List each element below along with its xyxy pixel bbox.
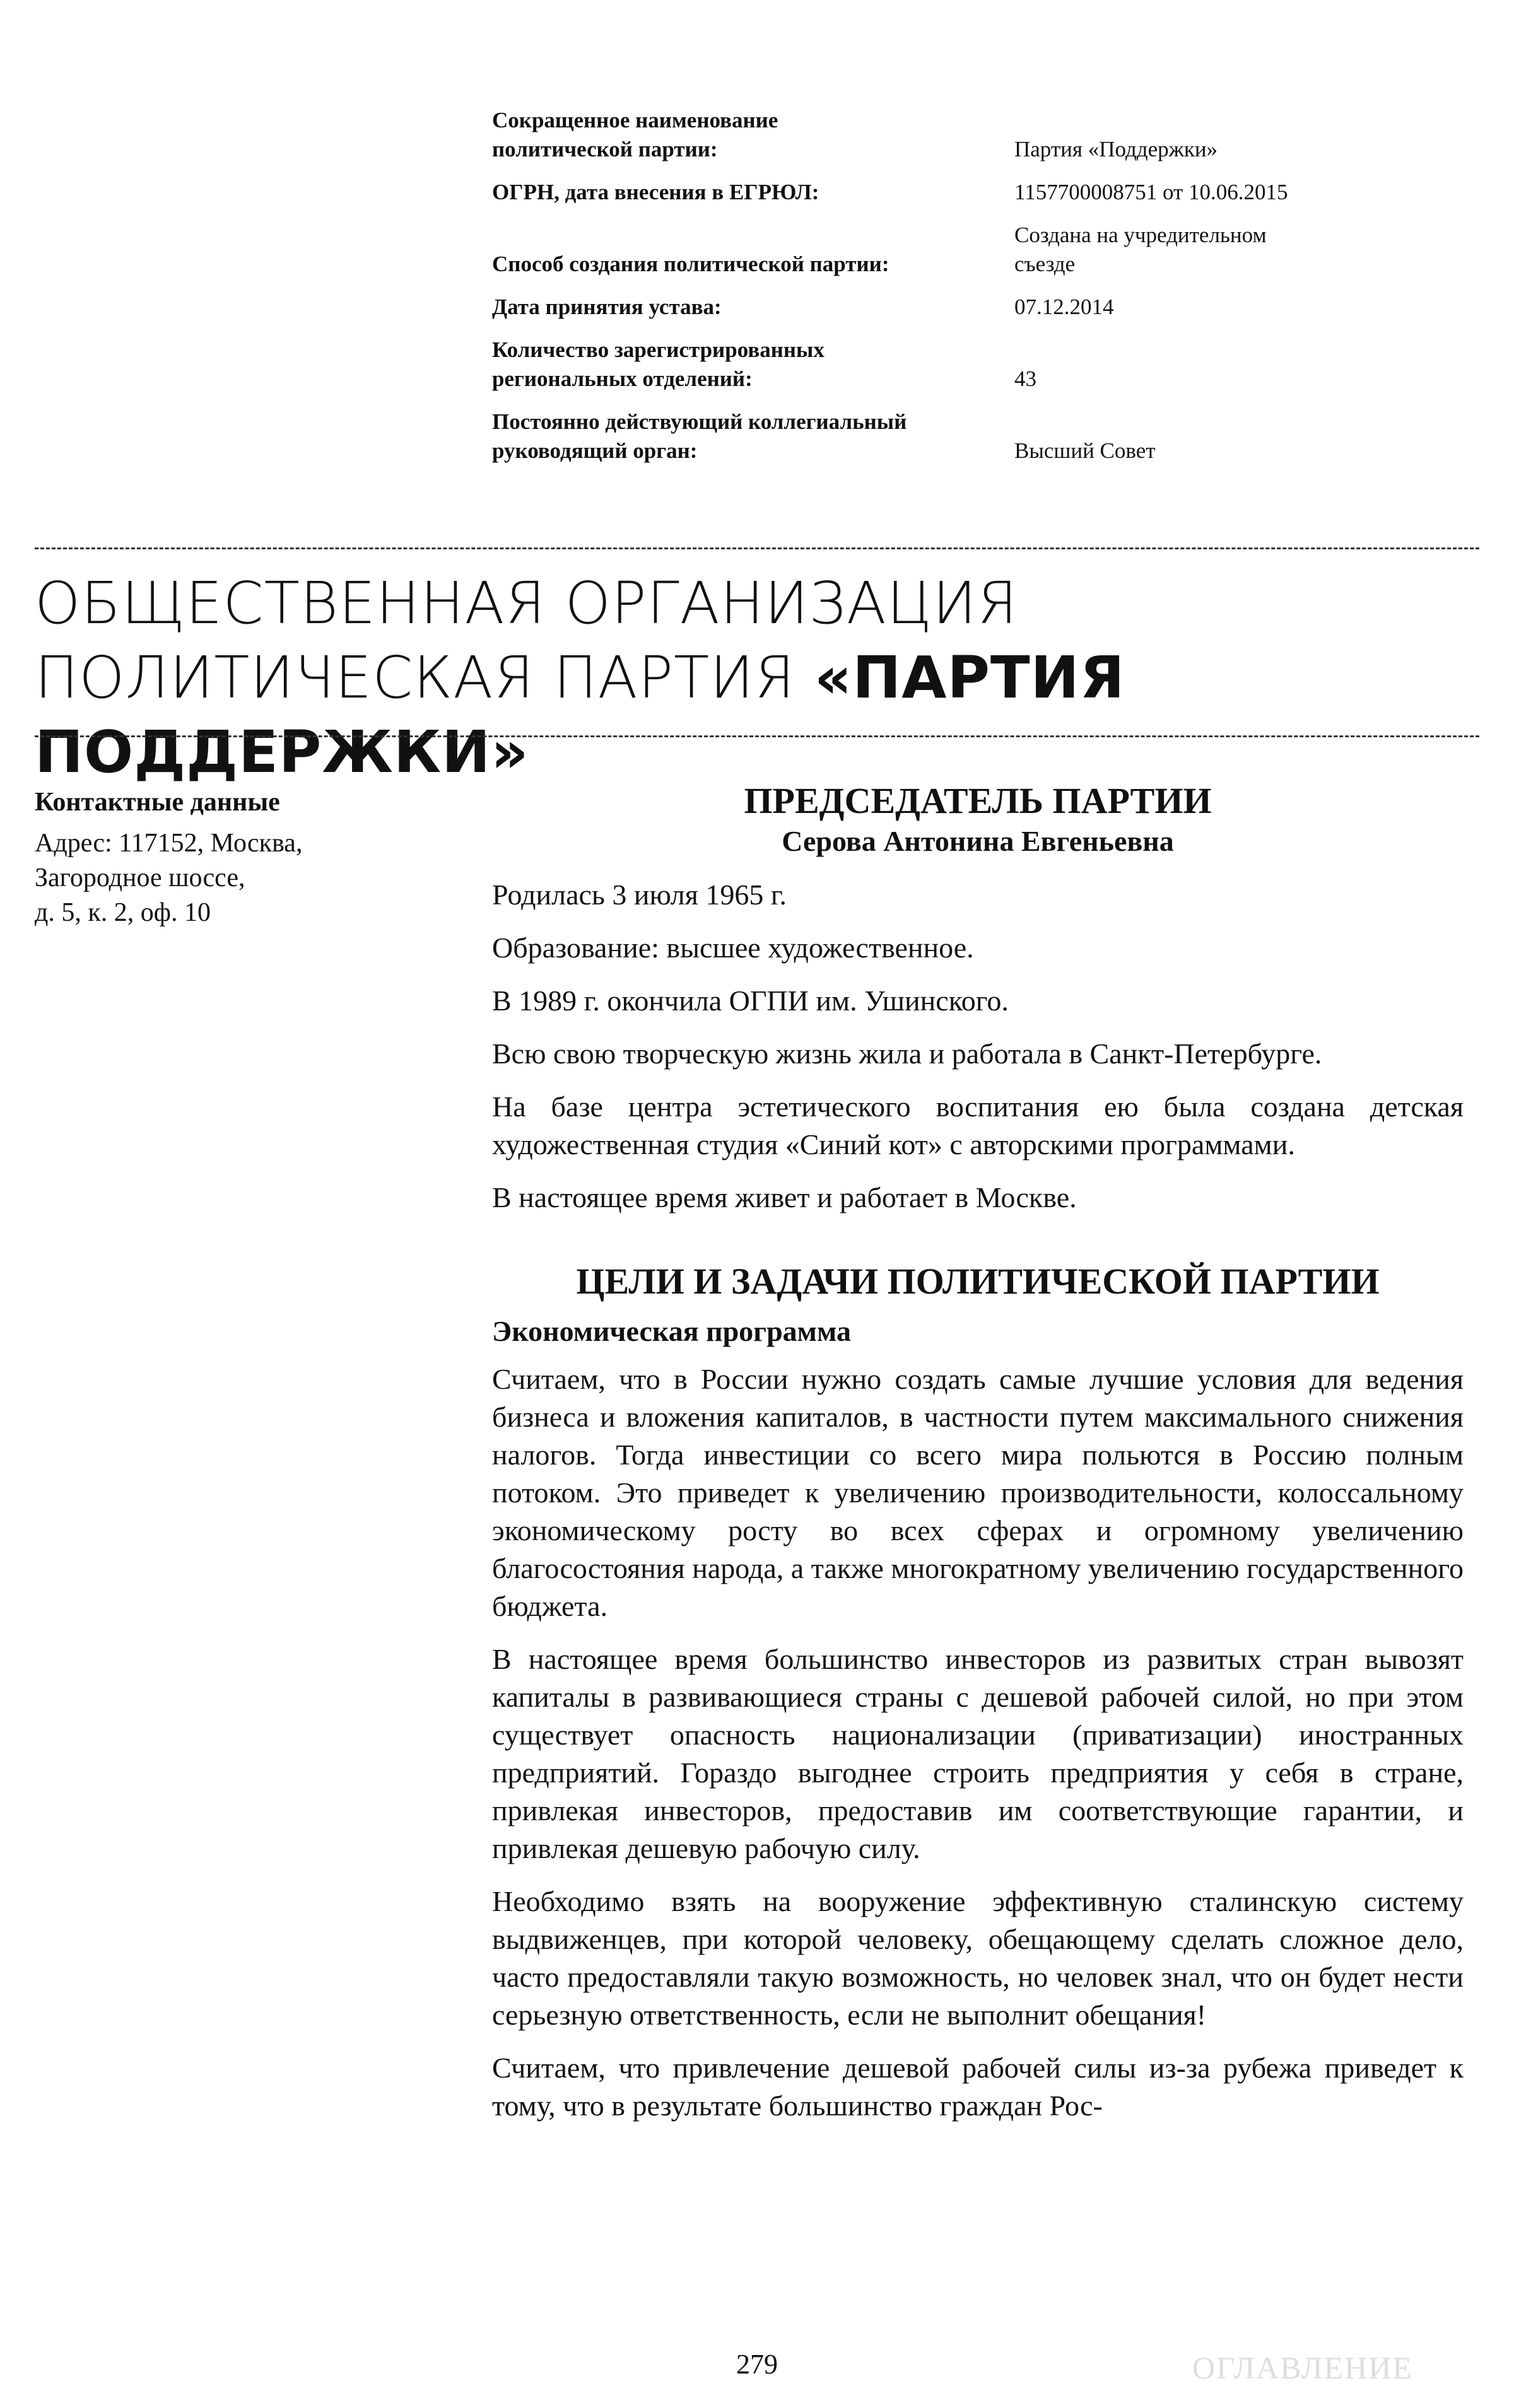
- chairman-paragraph: В 1989 г. окончила ОГПИ им. Ушинского.: [492, 985, 1009, 1017]
- party-info-table: [492, 106, 1388, 479]
- goals-paragraph: Считаем, что в России нужно создать самые лучшие условия для ведения бизнеса и вложения капиталов, в частности путем максимального снижения налогов. Тогда инвестиции со всего мира польются в Россию полным потоком. Это приведет к увеличению производительности, колоссальному экономическому росту во всех сферах и огромному увеличению благосостояния народа, а также многократному увеличению государственного бюджета.: [492, 1363, 1464, 1622]
- page-number: 279: [736, 2349, 778, 2380]
- goals-paragraph: Считаем, что привлечение дешевой рабочей силы из-за рубежа приведет к тому, что в результате большинство граждан Рос-: [492, 2052, 1464, 2122]
- chairman-paragraph: На базе центра эстетического воспитания ею была создана детская художественная студия «Синий кот» с авторскими программами.: [492, 1090, 1464, 1160]
- info-label: Количество зарегистрированных региональных отделений:: [492, 337, 824, 391]
- top-divider: [35, 547, 1479, 549]
- info-row-short-name: [492, 106, 1388, 164]
- contacts-address: Адрес: 117152, Москва, Загородное шоссе, д. 5, к. 2, оф. 10: [35, 829, 303, 927]
- info-value: 43: [1014, 366, 1036, 391]
- title-line-2-light: ПОЛИТИЧЕСКАЯ ПАРТИЯ: [35, 644, 814, 711]
- title-line-1: ОБЩЕСТВЕННАЯ ОРГАНИЗАЦИЯ: [35, 570, 1018, 637]
- goals-subheading: Экономическая программа: [492, 1315, 852, 1347]
- info-row-creation-method: [492, 221, 1388, 279]
- title-party-name: «ПАРТИЯ ПОДДЕРЖКИ»: [35, 644, 1125, 786]
- info-value: 07.12.2014: [1014, 295, 1114, 319]
- chairman-heading: ПРЕДСЕДАТЕЛЬ ПАРТИИ: [744, 780, 1212, 821]
- main-content: [492, 779, 1464, 2140]
- info-label: Сокращенное наименование политической партии:: [492, 108, 778, 161]
- title-line-2: [35, 641, 1479, 790]
- chairman-paragraph: Образование: высшее художественное.: [492, 932, 974, 964]
- goals-paragraph: В настоящее время большинство инвесторов из развитых стран вывозят капиталы в развивающиеся страны с дешевой рабочей силой, но при этом существует опасность национализации (приватизации) иностранных предприятий. Гораздо выгоднее строить предприятия у себя в стране, привлекая инвесторов, предоставив им соответствующие гарантии, и привлекая дешевую рабочую силу.: [492, 1643, 1464, 1864]
- info-label: Постоянно действующий коллегиальный руководящий орган:: [492, 409, 907, 463]
- contacts-heading: Контактные данные: [35, 788, 280, 817]
- chairman-name: Серова Антонина Евгеньевна: [782, 825, 1174, 857]
- info-row-charter-date: [492, 293, 1388, 322]
- info-row-ogrn: [492, 178, 1388, 207]
- chairman-paragraph: Родилась 3 июля 1965 г.: [492, 879, 787, 911]
- info-label: ОГРН, дата внесения в ЕГРЮЛ:: [492, 180, 819, 204]
- info-label: Дата принятия устава:: [492, 295, 722, 319]
- info-row-governing-body: [492, 407, 1388, 465]
- page-title: [35, 566, 1479, 790]
- info-value: Высший Совет: [1014, 438, 1156, 463]
- info-value: 1157700008751 от 10.06.2015: [1014, 180, 1288, 204]
- info-row-regional-branches: [492, 336, 1388, 394]
- bottom-divider: [35, 735, 1479, 737]
- chairman-paragraph: В настоящее время живет и работает в Москве.: [492, 1181, 1077, 1213]
- goals-heading: ЦЕЛИ И ЗАДАЧИ ПОЛИТИЧЕСКОЙ ПАРТИИ: [576, 1261, 1380, 1302]
- info-label: Способ создания политической партии:: [492, 252, 889, 276]
- contacts-block: [35, 785, 438, 930]
- table-of-contents-link[interactable]: ОГЛАВЛЕНИЕ: [1192, 2350, 1413, 2385]
- info-value: Создана на учредительном съезде: [1014, 223, 1267, 276]
- goals-paragraph: Необходимо взять на вооружение эффективную сталинскую систему выдвиженцев, при которой человеку, обещающему сделать сложное дело, часто предоставляли такую возможность, но человек знал, что он будет нести серьезную ответственность, если не выполнит обещания!: [492, 1885, 1464, 2031]
- chairman-paragraph: Всю свою творческую жизнь жила и работала в Санкт-Петербурге.: [492, 1037, 1322, 1070]
- info-value: Партия «Поддержки»: [1014, 137, 1218, 161]
